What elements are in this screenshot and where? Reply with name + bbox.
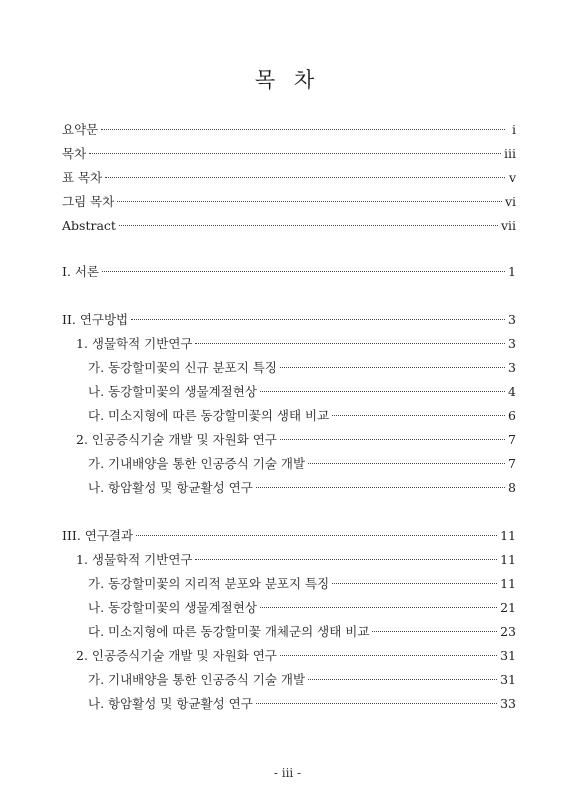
dot-leader <box>332 583 497 584</box>
toc-entry-page: 11 <box>500 528 516 543</box>
toc-entry-label: 1. 생물학적 기반연구 <box>76 552 193 567</box>
toc-entry-label: 목차 <box>62 146 87 161</box>
toc-entry-page: 23 <box>500 624 516 639</box>
toc-subsection[interactable] <box>62 572 516 596</box>
spacer <box>62 284 516 308</box>
toc-entry-label: 가. 기내배양을 통한 인공증식 기술 개발 <box>88 672 306 687</box>
dot-leader <box>280 655 497 656</box>
spacer <box>62 500 516 524</box>
toc-entry-page: i <box>512 122 516 137</box>
toc-subsection[interactable] <box>62 620 516 644</box>
toc-entry-label: III. 연구결과 <box>62 528 134 543</box>
dot-leader <box>256 487 505 488</box>
toc-entry-page: 4 <box>508 384 516 399</box>
toc-section[interactable] <box>62 428 516 452</box>
toc-subsection[interactable] <box>62 404 516 428</box>
toc-entry-label: 다. 미소지형에 따른 동강할미꽃의 생태 비교 <box>88 408 330 423</box>
toc-entry-label: 나. 동강할미꽃의 생물계절현상 <box>88 384 257 399</box>
toc-entry-page: 31 <box>500 672 516 687</box>
toc-entry-page: 1 <box>508 264 516 279</box>
toc-entry-page: v <box>508 170 516 185</box>
toc-entry-figure-list[interactable] <box>62 190 516 214</box>
toc-chapter-introduction[interactable] <box>62 260 516 284</box>
toc-entry-page: 3 <box>508 336 516 351</box>
toc-section[interactable] <box>62 332 516 356</box>
dot-leader <box>136 535 497 536</box>
toc-entry-label: 가. 동강할미꽃의 신규 분포지 특징 <box>88 360 277 375</box>
dot-leader <box>332 415 505 416</box>
dot-leader <box>119 225 498 226</box>
toc-entry-page: 31 <box>500 648 516 663</box>
toc-entry-label: 나. 항암활성 및 항균활성 연구 <box>88 696 253 711</box>
toc-entry-page: 8 <box>508 480 516 495</box>
dot-leader <box>372 631 497 632</box>
table-of-contents <box>62 118 516 716</box>
toc-entry-page: iii <box>504 146 516 161</box>
toc-entry-summary[interactable] <box>62 118 516 142</box>
toc-entry-label: 2. 인공증식기술 개발 및 자원화 연구 <box>76 432 277 447</box>
dot-leader <box>308 679 497 680</box>
dot-leader <box>101 129 505 130</box>
toc-entry-page: 11 <box>500 552 516 567</box>
toc-entry-label: 그림 목차 <box>62 194 115 209</box>
toc-entry-label: 가. 동강할미꽃의 지리적 분포와 분포지 특징 <box>88 576 330 591</box>
dot-leader <box>260 391 505 392</box>
toc-entry-page: 3 <box>508 312 516 327</box>
toc-subsection[interactable] <box>62 692 516 716</box>
dot-leader <box>102 271 505 272</box>
dot-leader <box>89 153 501 154</box>
toc-chapter-results[interactable] <box>62 524 516 548</box>
dot-leader <box>308 463 505 464</box>
toc-subsection[interactable] <box>62 356 516 380</box>
toc-entry-page: 33 <box>500 696 516 711</box>
dot-leader <box>131 319 505 320</box>
dot-leader <box>260 607 497 608</box>
toc-subsection[interactable] <box>62 380 516 404</box>
dot-leader <box>117 201 502 202</box>
toc-entry-label: 2. 인공증식기술 개발 및 자원화 연구 <box>76 648 277 663</box>
toc-chapter-methods[interactable] <box>62 308 516 332</box>
dot-leader <box>195 343 505 344</box>
dot-leader <box>280 367 505 368</box>
toc-entry-page: 3 <box>508 360 516 375</box>
toc-entry-label: Abstract <box>62 218 116 233</box>
toc-entry-page: 6 <box>508 408 516 423</box>
toc-entry-contents[interactable] <box>62 142 516 166</box>
toc-entry-page: 11 <box>500 576 516 591</box>
dot-leader <box>195 559 497 560</box>
dot-leader <box>280 439 505 440</box>
toc-entry-label: 표 목차 <box>62 170 103 185</box>
dot-leader <box>105 177 505 178</box>
toc-section[interactable] <box>62 548 516 572</box>
toc-entry-label: I. 서론 <box>62 264 100 279</box>
page-footer-number: - iii - <box>273 766 302 780</box>
dot-leader <box>256 703 497 704</box>
toc-entry-page: vi <box>504 194 516 209</box>
toc-entry-abstract[interactable] <box>62 214 516 238</box>
toc-entry-label: 나. 항암활성 및 항균활성 연구 <box>88 480 253 495</box>
toc-entry-table-list[interactable] <box>62 166 516 190</box>
spacer <box>62 238 516 260</box>
toc-section[interactable] <box>62 644 516 668</box>
toc-entry-label: 다. 미소지형에 따른 동강할미꽃 개체군의 생태 비교 <box>88 624 370 639</box>
toc-subsection[interactable] <box>62 668 516 692</box>
toc-entry-label: 나. 동강할미꽃의 생물계절현상 <box>88 600 257 615</box>
toc-entry-page: vii <box>500 218 516 233</box>
toc-entry-page: 7 <box>508 456 516 471</box>
toc-entry-label: II. 연구방법 <box>62 312 129 327</box>
toc-entry-label: 가. 기내배양을 통한 인공증식 기술 개발 <box>88 456 306 471</box>
toc-subsection[interactable] <box>62 596 516 620</box>
page-title: 목 차 <box>254 68 321 92</box>
toc-entry-page: 21 <box>500 600 516 615</box>
toc-entry-label: 요약문 <box>62 122 99 137</box>
toc-entry-label: 1. 생물학적 기반연구 <box>76 336 193 351</box>
toc-subsection[interactable] <box>62 476 516 500</box>
toc-entry-page: 7 <box>508 432 516 447</box>
toc-subsection[interactable] <box>62 452 516 476</box>
